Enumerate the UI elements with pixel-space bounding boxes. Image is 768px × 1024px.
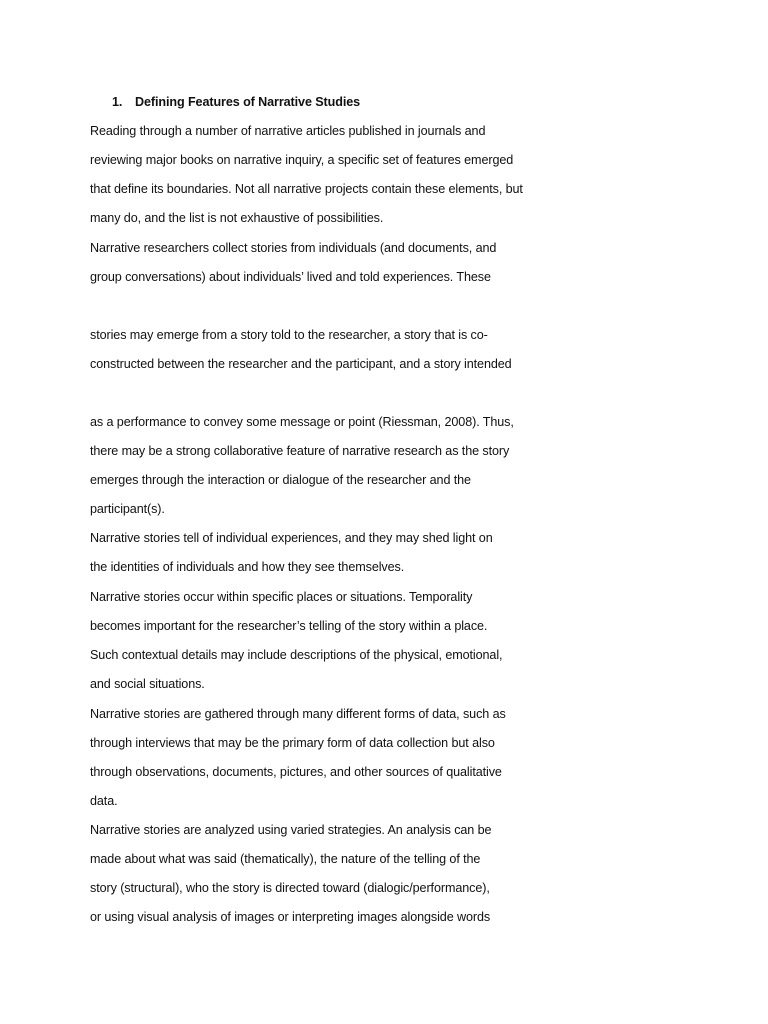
body-line: stories may emerge from a story told to the researcher, a story that is co- <box>90 328 488 342</box>
body-line: through interviews that may be the primary form of data collection but also <box>90 736 495 750</box>
body-line: reviewing major books on narrative inquiry, a specific set of features emerged <box>90 153 514 167</box>
body-line: as a performance to convey some message or point (Riessman, 2008). Thus, <box>90 415 514 429</box>
body-line: Narrative stories are gathered through many different forms of data, such as <box>90 707 506 721</box>
section-title: Defining Features of Narrative Studies <box>135 95 361 109</box>
body-line: and social situations. <box>90 677 205 691</box>
body-line: emerges through the interaction or dialogue of the researcher and the <box>90 473 471 487</box>
body-line: group conversations) about individuals’ lived and told experiences. These <box>90 270 491 284</box>
body-line: through observations, documents, pictures, and other sources of qualitative <box>90 765 502 779</box>
body-line: becomes important for the researcher’s telling of the story within a place. <box>90 619 488 633</box>
body-line: the identities of individuals and how they see themselves. <box>90 560 405 574</box>
body-line: Narrative stories are analyzed using varied strategies. An analysis can be <box>90 823 492 837</box>
body-line: constructed between the researcher and the participant, and a story intended <box>90 357 512 371</box>
body-line: made about what was said (thematically), the nature of the telling of the <box>90 852 481 866</box>
body-line: Reading through a number of narrative articles published in journals and <box>90 124 486 138</box>
body-line: Narrative stories occur within specific places or situations. Temporality <box>90 590 473 604</box>
body-line: Such contextual details may include descriptions of the physical, emotional, <box>90 648 503 662</box>
body-line: that define its boundaries. Not all narrative projects contain these elements, but <box>90 182 523 196</box>
body-line: story (structural), who the story is directed toward (dialogic/performance), <box>90 881 490 895</box>
body-line: or using visual analysis of images or interpreting images alongside words <box>90 910 491 924</box>
body-line: there may be a strong collaborative feature of narrative research as the story <box>90 444 510 458</box>
body-line: participant(s). <box>90 502 165 516</box>
body-line: Narrative stories tell of individual experiences, and they may shed light on <box>90 531 493 545</box>
body-line: Narrative researchers collect stories from individuals (and documents, and <box>90 241 497 255</box>
section-number: 1. <box>112 95 123 109</box>
body-line: many do, and the list is not exhaustive of possibilities. <box>90 211 384 225</box>
section-heading <box>112 94 360 110</box>
body-line: data. <box>90 794 118 808</box>
